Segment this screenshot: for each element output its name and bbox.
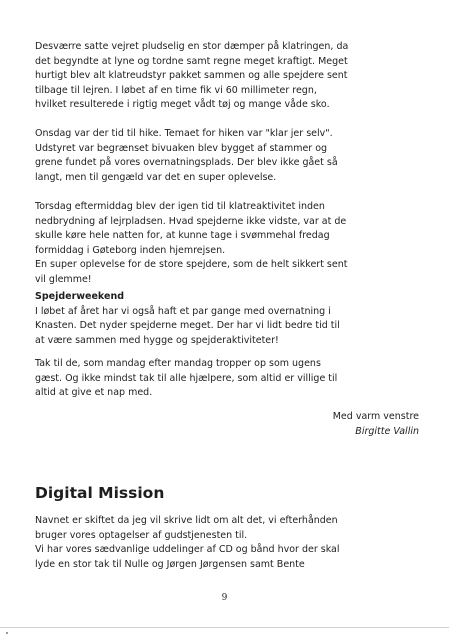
text-line: vil glemme! bbox=[35, 273, 92, 285]
paragraph-hike bbox=[35, 127, 425, 185]
scan-dust-mark bbox=[6, 632, 8, 634]
text-line: gæst. Og ikke mindst tak til alle hjælpere, som altid er villige til bbox=[35, 372, 338, 384]
text-line: Navnet er skiftet da jeg vil skrive lidt om alt det, vi efterhånden bbox=[35, 515, 338, 526]
signature-greeting: Med varm venstre bbox=[332, 411, 419, 422]
paragraph-digital-mission bbox=[35, 514, 425, 572]
text-line: det begyndte at lyne og tordne samt regne meget kraftigt. Meget bbox=[35, 55, 348, 67]
subheading: Spejderweekend bbox=[35, 291, 125, 302]
text-line: lyde en stor tak til Nulle og Jørgen Jørgensen samt Bente bbox=[35, 558, 305, 570]
signature bbox=[333, 410, 419, 439]
text-line: En super oplevelse for de store spejdere, som de helt sikkert sent bbox=[35, 259, 348, 271]
text-line: I løbet af året har vi også haft et par gange med overnatning i bbox=[35, 305, 331, 317]
text-line: Onsdag var der tid til hike. Temaet for hiken var "klar jer selv". bbox=[35, 128, 333, 139]
text-line: hurtigt blev alt klatreudstyr pakket sammen og alle spejdere sent bbox=[35, 70, 348, 82]
text-line: Vi har vores sædvanlige uddelinger af CD og bånd hvor der skal bbox=[35, 544, 340, 556]
text-line: skulle køre hele natten for, at kunne tage i svømmehal fredag bbox=[35, 230, 330, 242]
text-line: bruger vores optagelser af gudstjenesten til. bbox=[35, 529, 248, 541]
page-number: 9 bbox=[221, 593, 228, 603]
text-line: altid at give et nap med. bbox=[35, 387, 153, 399]
text-line: Torsdag eftermiddag blev der igen tid til klatreaktivitet inden bbox=[35, 201, 325, 212]
paragraph-weather bbox=[35, 40, 425, 113]
text-line: Udstyret var begrænset bivuaken blev bygget af stammer og bbox=[35, 142, 328, 154]
paragraph-thanks bbox=[35, 357, 425, 401]
text-line: grene fundet på vores overnatningsplads. Der blev ikke gået så bbox=[35, 157, 338, 169]
paragraph-thursday bbox=[35, 200, 425, 288]
text-line: at være sammen med hygge og spejderaktiviteter! bbox=[35, 334, 279, 346]
scan-edge-line bbox=[0, 627, 449, 628]
text-line: Tak til de, som mandag efter mandag tropper op som ugens bbox=[35, 358, 321, 369]
paragraph-spejderweekend bbox=[35, 290, 425, 348]
text-line: Desværre satte vejret pludselig en stor dæmper på klatringen, da bbox=[35, 41, 349, 52]
text-line: Knasten. Det nyder spejderne meget. Der har vi lidt bedre tid til bbox=[35, 320, 340, 332]
signature-name: Birgitte Vallin bbox=[355, 425, 419, 437]
text-line: formiddag i Gøteborg inden hjemrejsen. bbox=[35, 244, 226, 256]
text-line: langt, men til gengæld var det en super oplevelse. bbox=[35, 171, 277, 183]
text-line: nedbrydning af lejrpladsen. Hvad spejderne ikke vidste, var at de bbox=[35, 215, 347, 227]
section-title: Digital Mission bbox=[35, 484, 165, 502]
text-line: tilbage til lejren. I løbet af en time fik vi 60 millimeter regn, bbox=[35, 84, 317, 96]
text-line: hvilket resulterede i rigtig meget vådt tøj og mange våde sko. bbox=[35, 99, 330, 111]
